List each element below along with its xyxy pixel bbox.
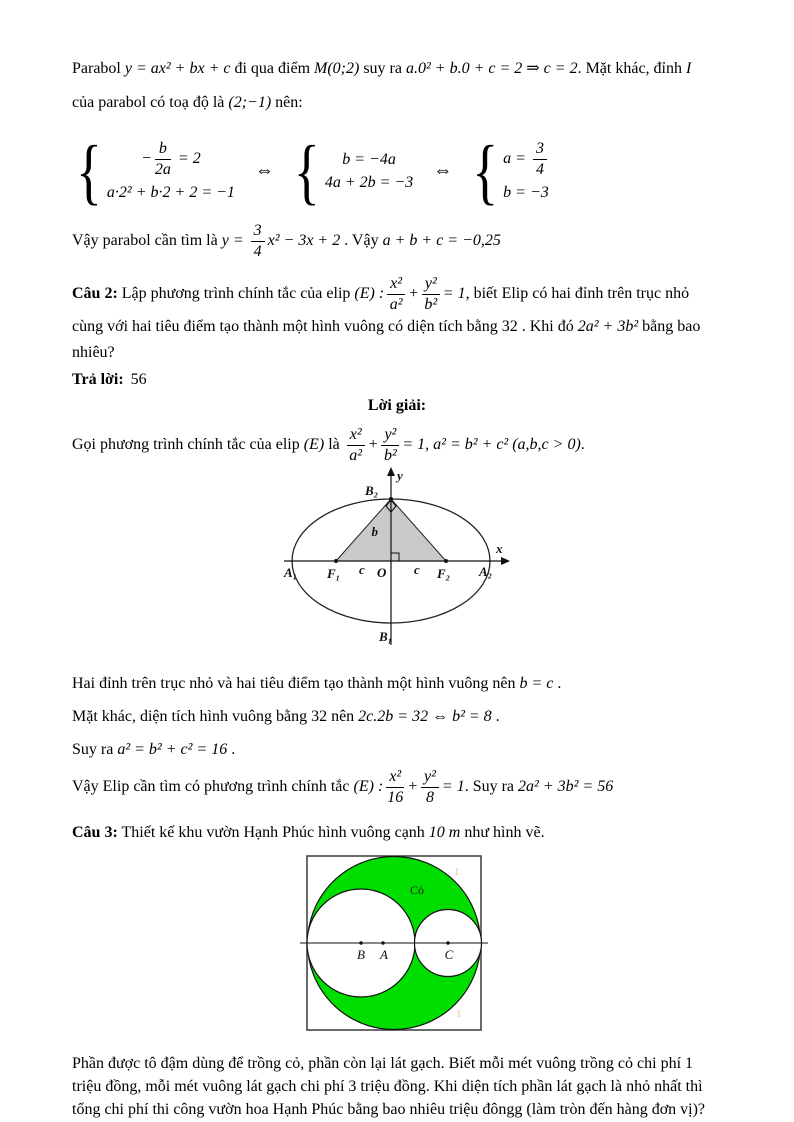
math-expr: (E) : xyxy=(354,284,385,302)
x-axis-arrow xyxy=(501,557,510,565)
math-expr: = 1 xyxy=(442,284,466,302)
label-b1: B₁ xyxy=(379,629,393,645)
math-expr: + xyxy=(367,435,379,453)
text-run: Mặt khác, diện tích hình vuông bằng 32 nên xyxy=(72,708,359,726)
fraction: $\frac{\text{y²}}{\text{b²}}$ xyxy=(422,275,440,314)
garden-figure xyxy=(299,851,495,1037)
answer-line xyxy=(72,368,722,392)
focus-dot-f1 xyxy=(334,559,338,563)
text-run: Vậy parabol cần tìm là xyxy=(72,232,222,250)
math-expr: b = c xyxy=(519,675,554,693)
brace-glyph: { xyxy=(293,130,320,212)
solution-step-1 xyxy=(72,672,722,696)
text-run: như hình vẽ. xyxy=(460,824,545,842)
label-f1: F₁ xyxy=(327,566,341,582)
scan-artifact-2: 1 xyxy=(456,1008,462,1021)
fraction: $\frac{\text{x²}}{16}$ xyxy=(387,768,404,807)
fraction: $\frac{\text{x²}}{\text{a²}}$ xyxy=(387,275,405,314)
text-run: . Vậy xyxy=(340,232,383,250)
math-expr: a.0² + b.0 + c = 2 ⇒ c = 2 xyxy=(405,60,578,77)
math-expr: a + b + c = −0,25 xyxy=(382,232,501,250)
y-axis-arrow xyxy=(387,467,395,476)
label-x-axis: x xyxy=(496,541,503,557)
text-run: nên: xyxy=(271,94,303,111)
text-run: . Suy ra xyxy=(464,778,519,796)
question-label: Câu 3: xyxy=(72,824,118,842)
solution-conclusion xyxy=(72,768,722,807)
math-expr: + xyxy=(408,284,419,302)
equation-row: b = −4a xyxy=(342,150,396,168)
math-expr: a² = b² + c² = 16 xyxy=(117,741,228,759)
question-2 xyxy=(72,275,722,366)
fraction: $\frac{b}{2a}$ xyxy=(154,140,171,178)
equation-systems xyxy=(76,130,722,212)
equation-row: a = $\frac{3}{4}$ xyxy=(503,140,550,179)
fraction: $\frac{\text{x²}}{\text{a²}}$ xyxy=(347,426,365,465)
math-expr: y = ax² + bx + c xyxy=(124,60,231,77)
equation-row: 4a + 2b = −3 xyxy=(324,173,414,191)
point-c-dot xyxy=(446,941,450,945)
math-expr: = 1, a² = b² + c² (a,b,c > 0) xyxy=(402,435,581,453)
label-y-axis: y xyxy=(397,468,403,484)
paragraph-parabola-intro xyxy=(72,52,722,120)
math-expr: 10 m xyxy=(428,824,461,842)
ellipse-figure xyxy=(281,466,513,658)
label-grass: Cỏ xyxy=(409,883,425,898)
solution-step-2 xyxy=(72,705,722,729)
point-a-dot xyxy=(381,941,385,945)
label-c-right: c xyxy=(414,562,420,578)
text-run: Vậy Elip cần tìm có phương trình chính tắc xyxy=(72,778,354,796)
text-run: Parabol xyxy=(72,60,125,77)
point-b-dot xyxy=(359,941,363,945)
solution-step-3 xyxy=(72,738,722,762)
label-a1: A₁ xyxy=(284,565,298,581)
system-1 xyxy=(76,130,235,212)
question-3-body: Phần được tô đậm dùng để trồng cỏ, phần còn lại lát gạch. Biết mỗi mét vuông trồng cỏ chi phí 1 triệu đồng, mỗi mét vuông lát gạch chi phí 3 triệu đồng. Khi diện tích phần lát gạch là nhỏ nhất thì tổng chi phí thi công vườn hoa Hạnh Phúc bằng bao nhiêu triệu đôngg (làm tròn đến hàng đơn vị)? xyxy=(72,1055,706,1119)
math-expr: 2a² + 3b² xyxy=(577,317,639,335)
text-run: . Mặt khác, đỉnh xyxy=(577,60,686,77)
text-run: , biết Elip có hai đỉnh trên trục nhỏ cùng với hai tiêu điểm tạo thành một hình vuông có diện tích bằng 32 . Khi đó xyxy=(72,284,690,335)
math-expr: y = xyxy=(221,232,248,250)
brace-glyph: { xyxy=(76,130,102,212)
equation-row: a·2² + b·2 + 2 = −1 xyxy=(106,183,235,201)
math-expr: (2;−1) xyxy=(228,94,272,111)
math-expr: 2a² + 3b² = 56 xyxy=(518,778,614,796)
label-point-a: A xyxy=(380,947,388,963)
math-expr: (E) : xyxy=(353,778,384,796)
math-expr: 2c.2b = 32 ⇔ b² = 8 xyxy=(358,708,492,726)
scan-artifact-1: 1 xyxy=(454,866,460,879)
garden-figure-wrapper xyxy=(72,851,722,1042)
answer-value: 56 xyxy=(130,370,147,388)
paragraph-parabola-conclusion xyxy=(72,222,722,261)
text-run: Thiết kế khu vườn Hạnh Phúc hình vuông cạnh xyxy=(117,824,429,842)
label-point-b: B xyxy=(357,947,365,963)
text-run: . xyxy=(227,741,236,759)
text-run: . xyxy=(553,675,562,693)
text-run: Hai đỉnh trên trục nhỏ và hai tiêu điểm tạo thành một hình vuông nên xyxy=(72,675,520,693)
math-expr: I xyxy=(686,60,692,77)
focus-dot-f2 xyxy=(444,559,448,563)
text-run: suy ra xyxy=(359,60,406,77)
label-a2: A₂ xyxy=(479,564,493,580)
solution-setup xyxy=(72,426,722,465)
fraction: $\frac{3}{4}$ xyxy=(533,140,547,179)
math-expr: x² − 3x + 2 xyxy=(267,232,341,250)
math-expr: M(0;2) xyxy=(314,60,360,77)
iff-symbol: ⇔ xyxy=(254,160,274,181)
brace-glyph: { xyxy=(472,130,499,212)
text-run: Lập phương trình chính tắc của elip xyxy=(117,284,355,302)
text-run: Gọi phương trình chính tắc của elip xyxy=(72,435,304,453)
text-run: . xyxy=(580,435,585,453)
iff-symbol: ⇔ xyxy=(433,160,453,181)
system-3 xyxy=(472,130,550,212)
equation-row: − $\frac{b}{2a}$ = 2 xyxy=(141,140,201,178)
question-label: Câu 2: xyxy=(72,284,118,302)
system-2 xyxy=(293,130,414,212)
solution-heading: Lời giải: xyxy=(367,396,427,414)
label-f2: F₂ xyxy=(437,566,451,582)
math-expr: + xyxy=(407,778,418,796)
label-point-c: C xyxy=(444,947,454,963)
label-c-left: c xyxy=(359,562,365,578)
text-run: đi qua điểm xyxy=(230,60,315,77)
text-run: . xyxy=(491,708,500,726)
text-run: bằng bao nhiêu? xyxy=(72,317,701,361)
fraction: $\frac{3}{4}$ xyxy=(251,222,265,261)
text-run: Suy ra xyxy=(72,741,118,759)
equation-row: b = −3 xyxy=(503,183,549,201)
fraction: $\frac{\text{y²}}{8}$ xyxy=(421,768,439,807)
fraction: $\frac{\text{y²}}{\text{b²}}$ xyxy=(381,426,399,465)
answer-label: Trả lời: xyxy=(72,370,124,388)
question-3 xyxy=(72,821,722,845)
text-run: là xyxy=(324,435,344,453)
ellipse-figure-wrapper xyxy=(72,466,722,663)
text-run: của parabol có toạ độ là xyxy=(72,94,229,111)
label-origin: O xyxy=(377,565,387,581)
math-expr: (E) xyxy=(303,435,325,453)
label-b2: B₂ xyxy=(365,483,379,499)
math-expr: = 1 xyxy=(441,778,465,796)
label-b-segment: b xyxy=(371,524,378,540)
vertex-dot-b2 xyxy=(389,497,393,501)
